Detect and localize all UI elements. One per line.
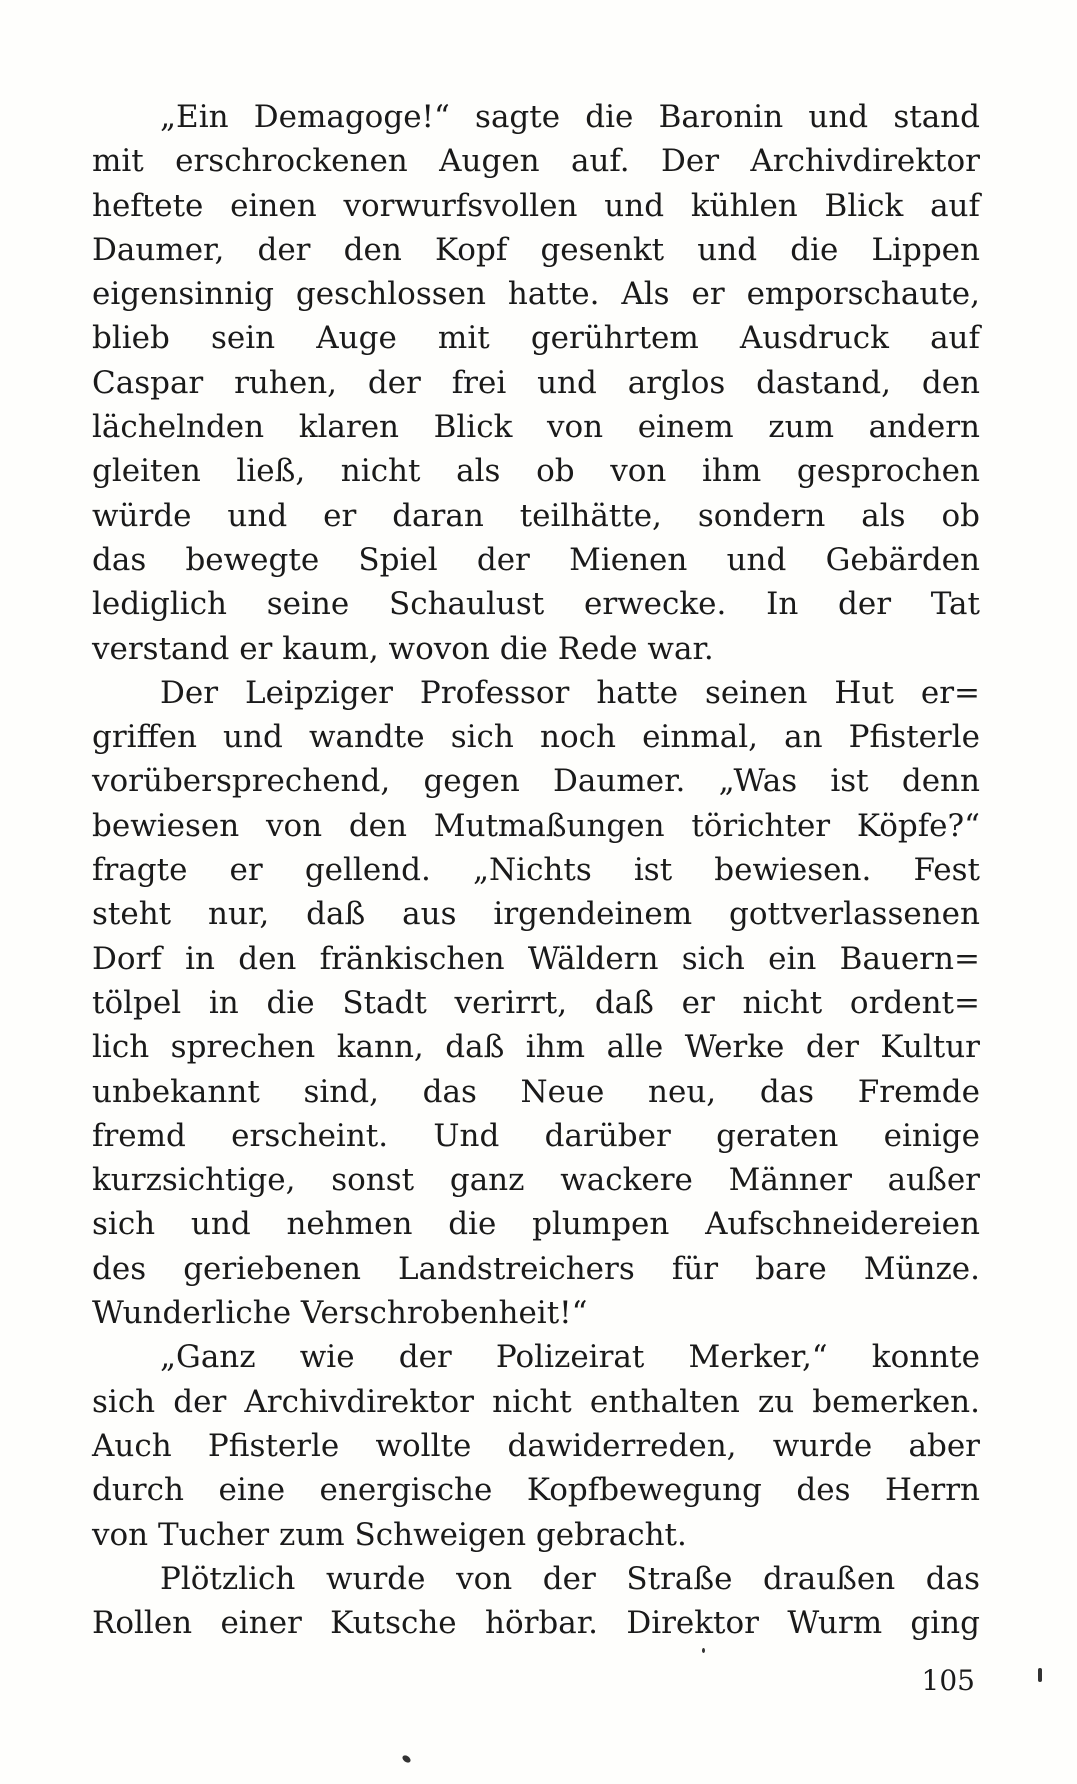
print-speck xyxy=(702,1648,705,1653)
text-line: griffen und wandte sich noch einmal, an Pfisterle xyxy=(92,719,980,756)
text-line: kurzsichtige, sonst ganz wackere Männer außer xyxy=(92,1162,980,1199)
text-line: Daumer, der den Kopf gesenkt und die Lippen xyxy=(92,231,980,268)
text-line: verstand er kaum, wovon die Rede war. xyxy=(92,630,714,667)
text-line: würde und er daran teilhätte, sondern als ob xyxy=(92,497,980,534)
text-line: Dorf in den fränkischen Wäldern sich ein Bauern= xyxy=(92,940,980,977)
text-line: sich und nehmen die plumpen Aufschneidereien xyxy=(92,1206,980,1243)
text-line: des geriebenen Landstreichers für bare Münze. xyxy=(92,1250,980,1287)
text-line: „Ganz wie der Polizeirat Merker,“ konnte xyxy=(160,1339,980,1376)
text-line: eigensinnig geschlossen hatte. Als er emporschaute, xyxy=(92,276,980,313)
text-line: sich der Archivdirektor nicht enthalten zu bemerken. xyxy=(92,1383,980,1420)
text-line: tölpel in die Stadt verirrt, daß er nicht ordent= xyxy=(92,984,980,1021)
text-line: lich sprechen kann, daß ihm alle Werke der Kultur xyxy=(92,1029,980,1066)
text-line: bewiesen von den Mutmaßungen törichter Köpfe?“ xyxy=(92,807,980,844)
text-line: „Ein Demagoge!“ sagte die Baronin und stand xyxy=(160,99,980,135)
text-line: unbekannt sind, das Neue neu, das Fremde xyxy=(92,1073,980,1110)
text-line: steht nur, daß aus irgendeinem gottverlassenen xyxy=(92,896,980,933)
text-line: fremd erscheint. Und darüber geraten einige xyxy=(92,1117,980,1154)
text-line: Auch Pfisterle wollte dawiderreden, wurde aber xyxy=(92,1427,980,1464)
text-line: das bewegte Spiel der Mienen und Gebärden xyxy=(92,541,980,578)
text-line: durch eine energische Kopfbewegung des Herrn xyxy=(92,1472,980,1509)
print-speck xyxy=(1038,1668,1042,1682)
text-line: mit erschrockenen Augen auf. Der Archivdirektor xyxy=(92,143,980,180)
page-number: 105 xyxy=(921,1664,975,1697)
text-line: Wunderliche Verschrobenheit!“ xyxy=(92,1295,588,1332)
text-line: heftete einen vorwurfsvollen und kühlen Blick auf xyxy=(92,187,980,224)
text-line: fragte er gellend. „Nichts ist bewiesen. Fest xyxy=(92,852,980,889)
text-line: lediglich seine Schaulust erwecke. In der Tat xyxy=(92,586,980,623)
print-speck xyxy=(401,1754,412,1764)
text-line: lächelnden klaren Blick von einem zum andern xyxy=(92,409,980,446)
text-line: Plötzlich wurde von der Straße draußen das xyxy=(160,1560,980,1597)
text-line: gleiten ließ, nicht als ob von ihm gesprochen xyxy=(92,453,980,490)
text-line: Caspar ruhen, der frei und arglos dastand, den xyxy=(92,364,980,401)
text-line: blieb sein Auge mit gerührtem Ausdruck auf xyxy=(92,320,980,357)
text-line: Rollen einer Kutsche hörbar. Direktor Wurm ging xyxy=(92,1605,980,1642)
text-line: vorübersprechend, gegen Daumer. „Was ist denn xyxy=(92,763,980,800)
body-text xyxy=(92,95,980,1645)
text-line: Der Leipziger Professor hatte seinen Hut er= xyxy=(160,674,980,711)
text-line: von Tucher zum Schweigen gebracht. xyxy=(92,1516,687,1553)
